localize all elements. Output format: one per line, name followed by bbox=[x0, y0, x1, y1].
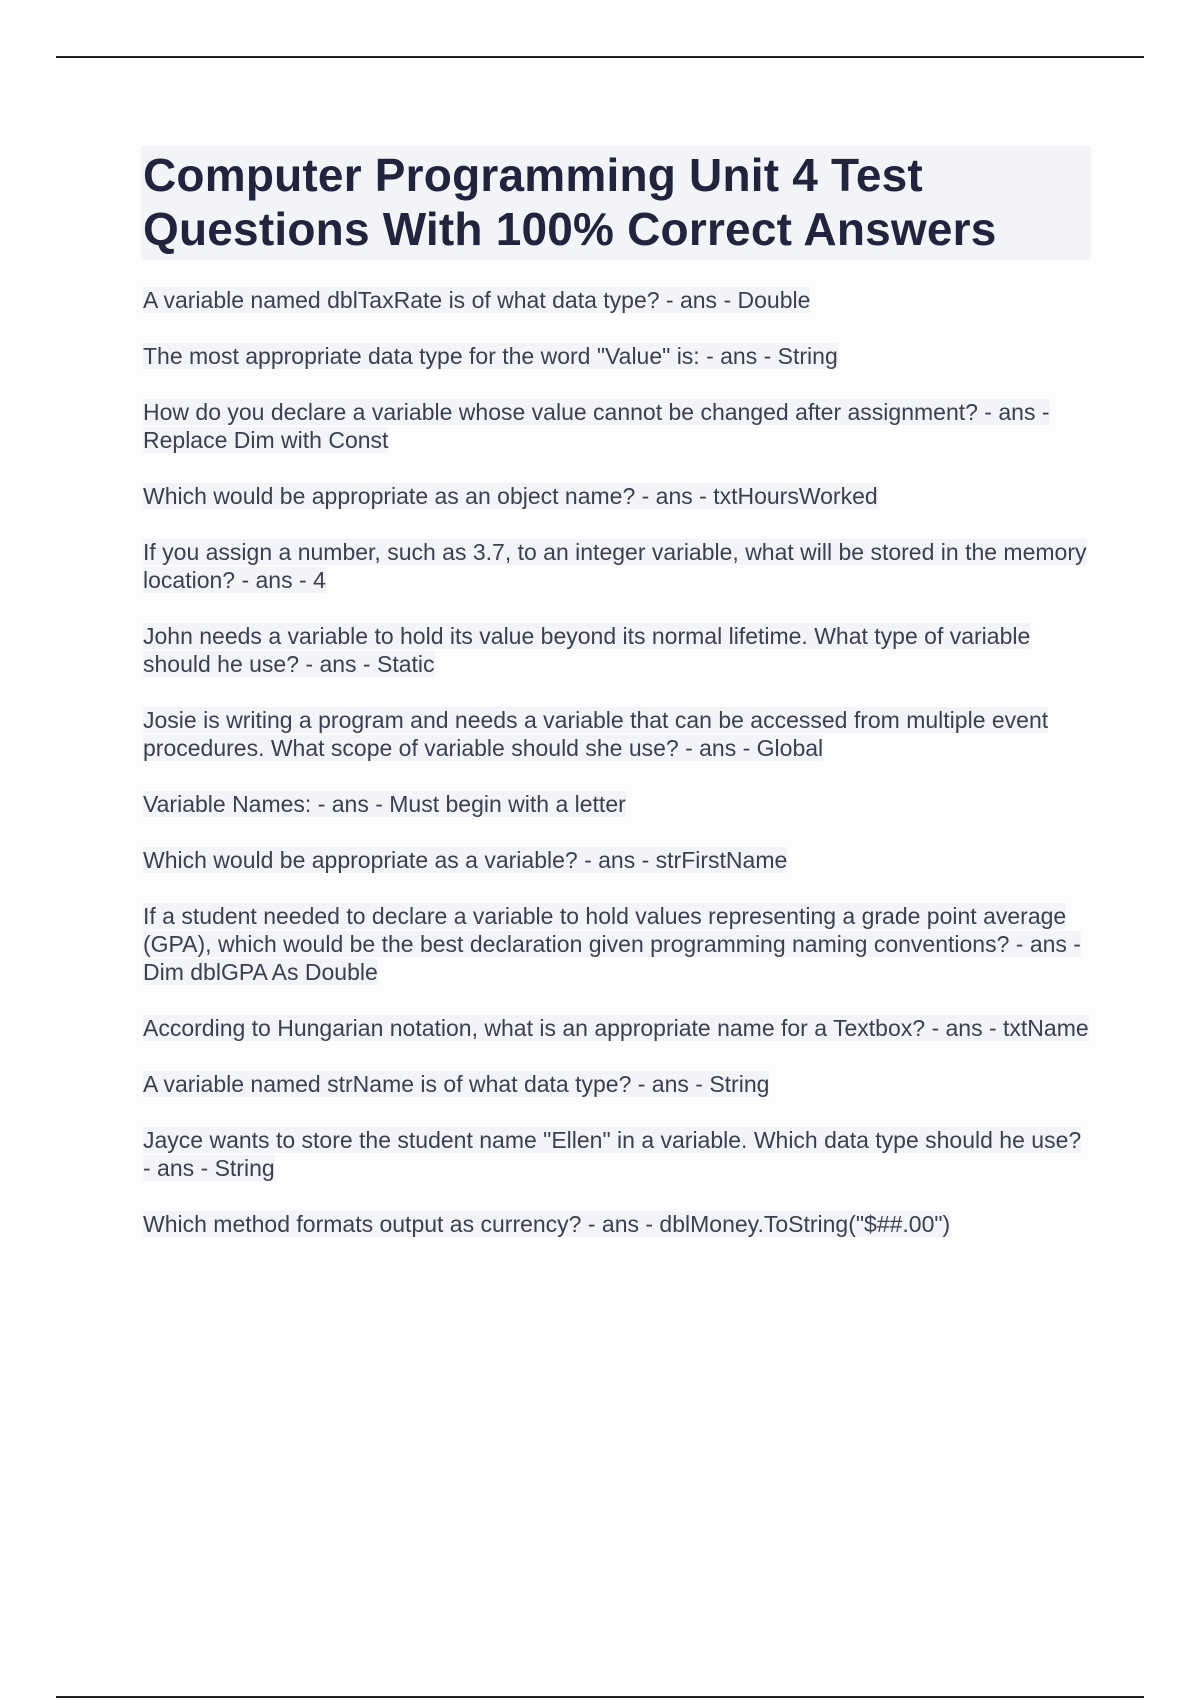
question-answer-text: A variable named strName is of what data type? - ans - String bbox=[143, 1071, 770, 1097]
title-block bbox=[141, 146, 1091, 260]
top-rule bbox=[56, 56, 1144, 58]
list-item bbox=[143, 790, 1091, 818]
question-answer-text: Variable Names: - ans - Must begin with a letter bbox=[143, 791, 626, 817]
bottom-rule bbox=[56, 1696, 1144, 1698]
list-item bbox=[143, 622, 1091, 678]
question-answer-text: Josie is writing a program and needs a variable that can be accessed from multiple event procedures. What scope of variable should she use? - ans - Global bbox=[143, 707, 1049, 761]
list-item bbox=[143, 1210, 1091, 1238]
question-answer-text: According to Hungarian notation, what is an appropriate name for a Textbox? - ans - txtName bbox=[143, 1015, 1089, 1041]
question-answer-text: The most appropriate data type for the word "Value" is: - ans - String bbox=[143, 343, 838, 369]
list-item bbox=[143, 902, 1091, 986]
list-item bbox=[143, 1126, 1091, 1182]
question-answer-text: Jayce wants to store the student name "Ellen" in a variable. Which data type should he use? - ans - String bbox=[143, 1127, 1082, 1181]
question-answer-text: Which method formats output as currency? - ans - dblMoney.ToString("$##.00") bbox=[143, 1211, 951, 1237]
list-item bbox=[143, 342, 1091, 370]
document-title: Computer Programming Unit 4 Test Questions With 100% Correct Answers bbox=[143, 149, 997, 255]
list-item bbox=[143, 398, 1091, 454]
list-item bbox=[143, 482, 1091, 510]
list-item bbox=[143, 846, 1091, 874]
document-body bbox=[143, 146, 1091, 1266]
question-answer-list bbox=[143, 286, 1091, 1238]
question-answer-text: Which would be appropriate as a variable? - ans - strFirstName bbox=[143, 847, 788, 873]
question-answer-text: Which would be appropriate as an object name? - ans - txtHoursWorked bbox=[143, 483, 878, 509]
list-item bbox=[143, 286, 1091, 314]
list-item bbox=[143, 538, 1091, 594]
question-answer-text: How do you declare a variable whose value cannot be changed after assignment? - ans - Replace Dim with Const bbox=[143, 399, 1050, 453]
question-answer-text: John needs a variable to hold its value beyond its normal lifetime. What type of variable should he use? - ans - Static bbox=[143, 623, 1031, 677]
question-answer-text: A variable named dblTaxRate is of what data type? - ans - Double bbox=[143, 287, 811, 313]
list-item bbox=[143, 706, 1091, 762]
question-answer-text: If you assign a number, such as 3.7, to an integer variable, what will be stored in the memory location? - ans - 4 bbox=[143, 539, 1087, 593]
list-item bbox=[143, 1070, 1091, 1098]
list-item bbox=[143, 1014, 1091, 1042]
question-answer-text: If a student needed to declare a variable to hold values representing a grade point average (GPA), which would be the best declaration given programming naming conventions? - ans - Dim dblGPA As Double bbox=[143, 903, 1081, 985]
